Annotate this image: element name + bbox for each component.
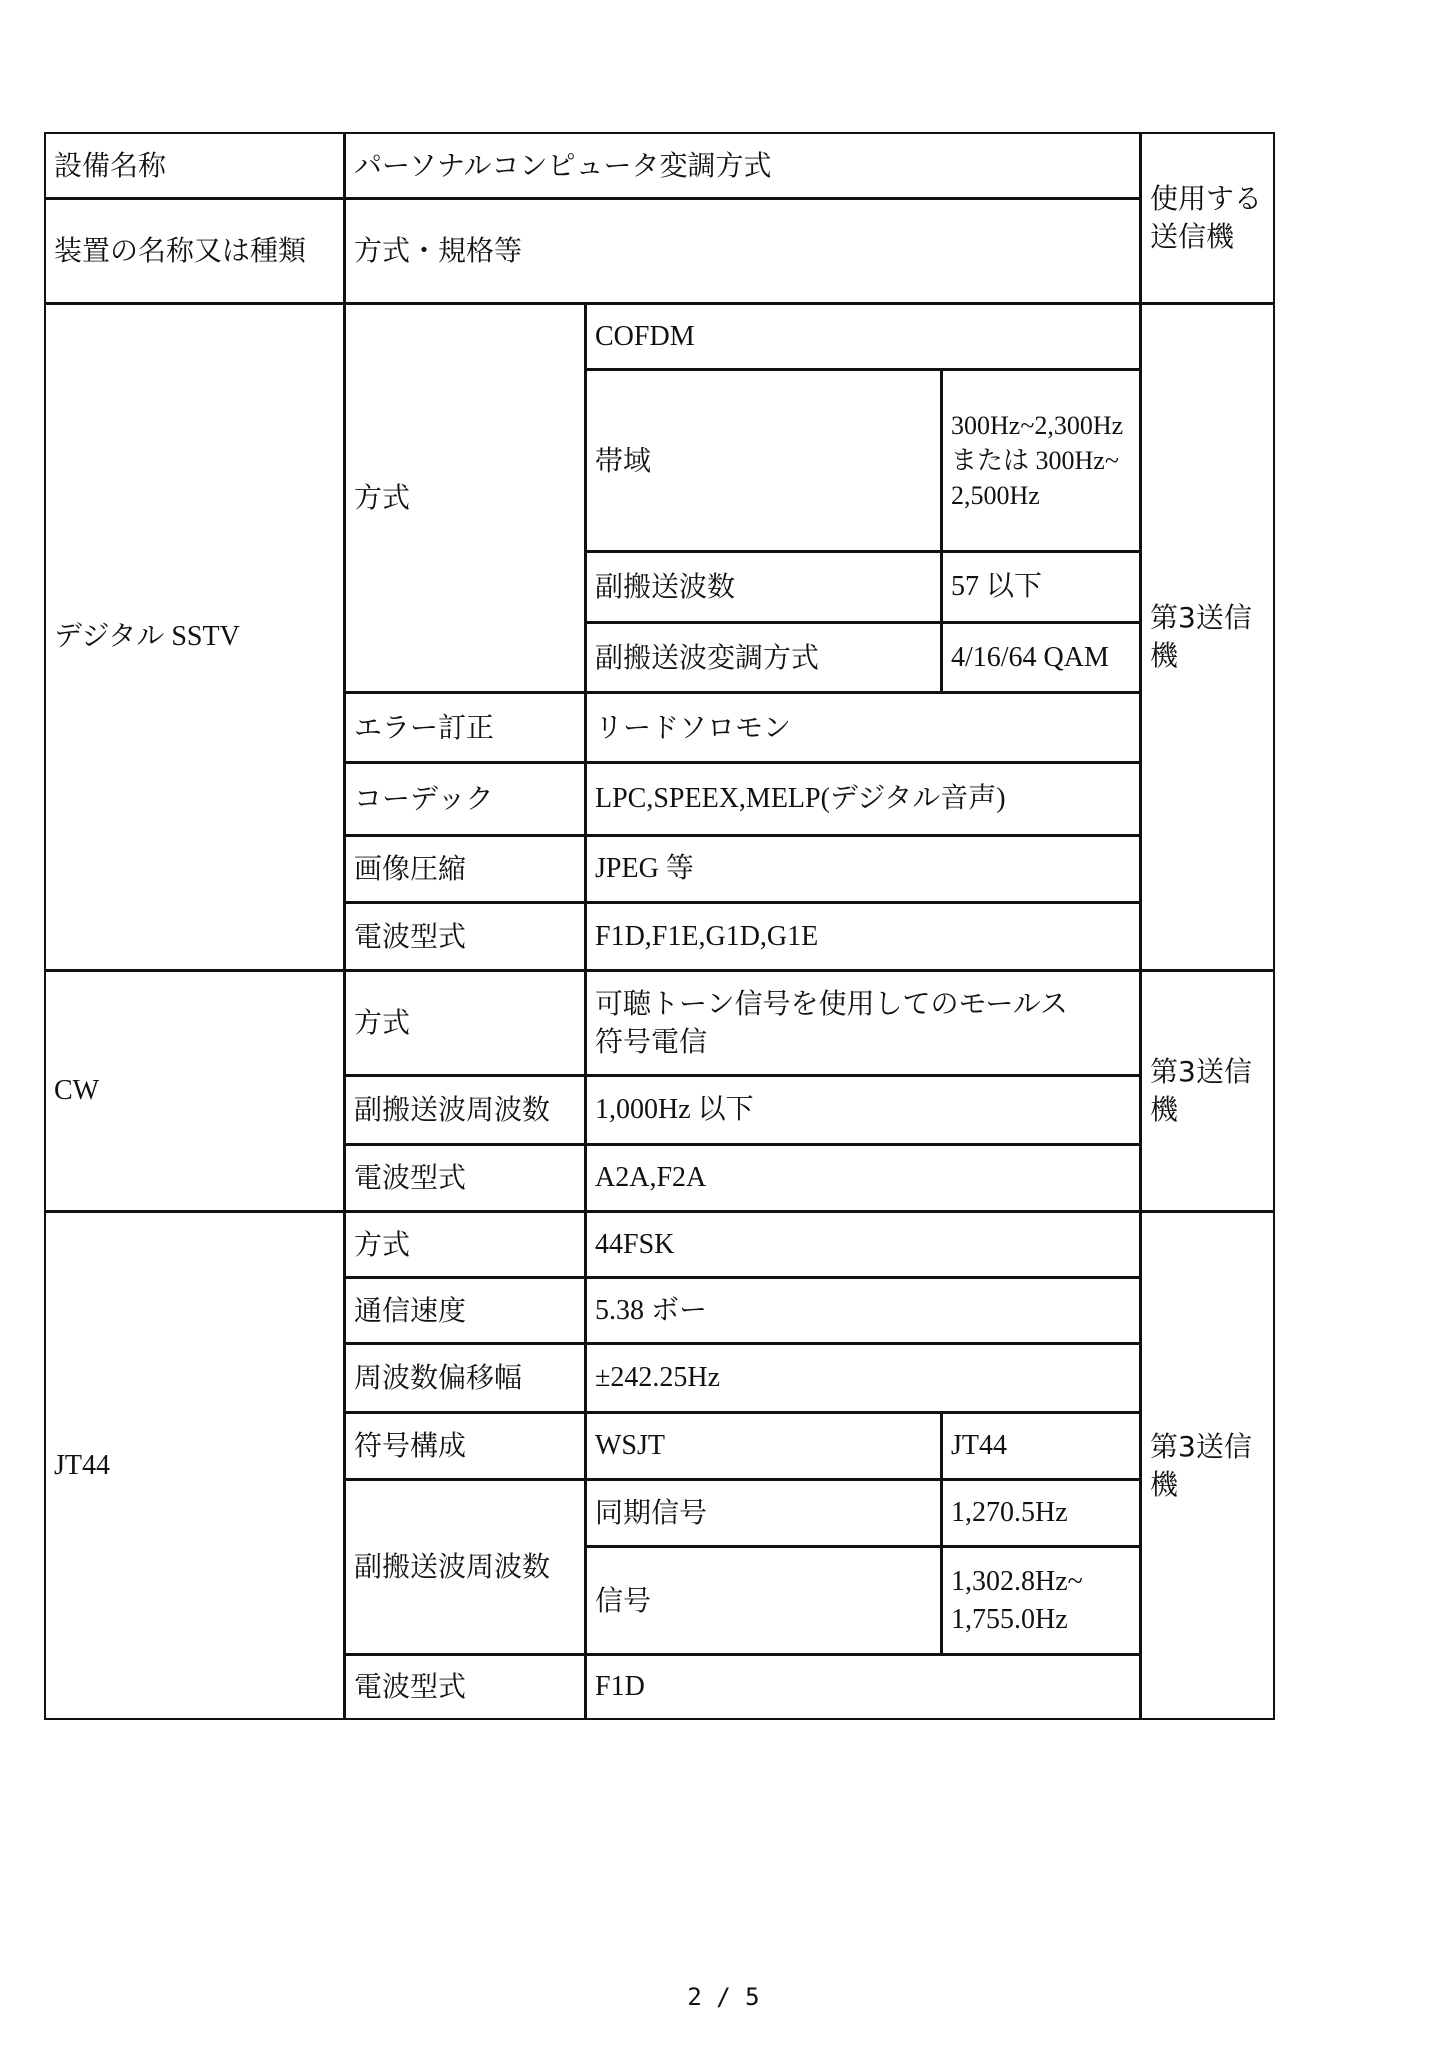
- header-facility-value: パーソナルコンピュータ変調方式: [344, 132, 1141, 199]
- group-name-cw: CW: [44, 970, 345, 1212]
- jt44-signal-value: 1,302.8Hz~ 1,755.0Hz: [941, 1546, 1141, 1655]
- sstv-band-label: 帯域: [585, 369, 942, 552]
- transmitter-jt44: 第3送信 機: [1140, 1211, 1275, 1720]
- header-transmitter-label: 使用する 送信機: [1140, 132, 1275, 304]
- jt44-signal-label: 信号: [585, 1546, 942, 1655]
- jt44-emission-label: 電波型式: [344, 1654, 586, 1720]
- sstv-subcarrier-count-label: 副搬送波数: [585, 551, 942, 623]
- jt44-code-value2: JT44: [941, 1412, 1141, 1480]
- sstv-codec-value: LPC,SPEEX,MELP(デジタル音声): [585, 762, 1141, 836]
- sstv-subcarrier-count-value: 57 以下: [941, 551, 1141, 623]
- jt44-code-value1: WSJT: [585, 1412, 942, 1480]
- jt44-method-label: 方式: [344, 1211, 586, 1278]
- sstv-codec-label: コーデック: [344, 762, 586, 836]
- sstv-emission-value: F1D,F1E,G1D,G1E: [585, 902, 1141, 971]
- header-device-label: 装置の名称又は種類: [44, 198, 345, 304]
- sstv-subcarrier-mod-label: 副搬送波変調方式: [585, 622, 942, 693]
- jt44-shift-label: 周波数偏移幅: [344, 1343, 586, 1413]
- jt44-emission-value: F1D: [585, 1654, 1141, 1720]
- sstv-method-label: 方式: [344, 303, 586, 693]
- jt44-speed-value: 5.38 ボー: [585, 1277, 1141, 1344]
- group-name-digital-sstv: デジタル SSTV: [44, 303, 345, 971]
- jt44-speed-label: 通信速度: [344, 1277, 586, 1344]
- cw-emission-label: 電波型式: [344, 1144, 586, 1212]
- cw-emission-value: A2A,F2A: [585, 1144, 1141, 1212]
- cw-method-label: 方式: [344, 970, 586, 1076]
- cw-method-value: 可聴トーン信号を使用してのモールス 符号電信: [585, 970, 1141, 1076]
- jt44-shift-value: ±242.25Hz: [585, 1343, 1141, 1413]
- sstv-band-value: 300Hz~2,300Hz または 300Hz~ 2,500Hz: [941, 369, 1141, 552]
- sstv-cofdm: COFDM: [585, 303, 1141, 370]
- sstv-subcarrier-mod-value: 4/16/64 QAM: [941, 622, 1141, 693]
- header-facility-label: 設備名称: [44, 132, 345, 199]
- jt44-code-label: 符号構成: [344, 1412, 586, 1480]
- equipment-table: [45, 133, 1280, 1721]
- jt44-method-value: 44FSK: [585, 1211, 1141, 1278]
- jt44-subfreq-label: 副搬送波周波数: [344, 1479, 586, 1655]
- sstv-error-value: リードソロモン: [585, 692, 1141, 763]
- header-spec-label: 方式・規格等: [344, 198, 1141, 304]
- jt44-sync-label: 同期信号: [585, 1479, 942, 1547]
- sstv-image-value: JPEG 等: [585, 835, 1141, 903]
- sstv-image-label: 画像圧縮: [344, 835, 586, 903]
- page-number: 2 / 5: [687, 1983, 760, 2011]
- sstv-emission-label: 電波型式: [344, 902, 586, 971]
- cw-subfreq-value: 1,000Hz 以下: [585, 1075, 1141, 1145]
- group-name-jt44: JT44: [44, 1211, 345, 1720]
- cw-subfreq-label: 副搬送波周波数: [344, 1075, 586, 1145]
- jt44-sync-value: 1,270.5Hz: [941, 1479, 1141, 1547]
- transmitter-cw: 第3送信 機: [1140, 970, 1275, 1212]
- sstv-error-label: エラー訂正: [344, 692, 586, 763]
- transmitter-digital-sstv: 第3送信 機: [1140, 303, 1275, 971]
